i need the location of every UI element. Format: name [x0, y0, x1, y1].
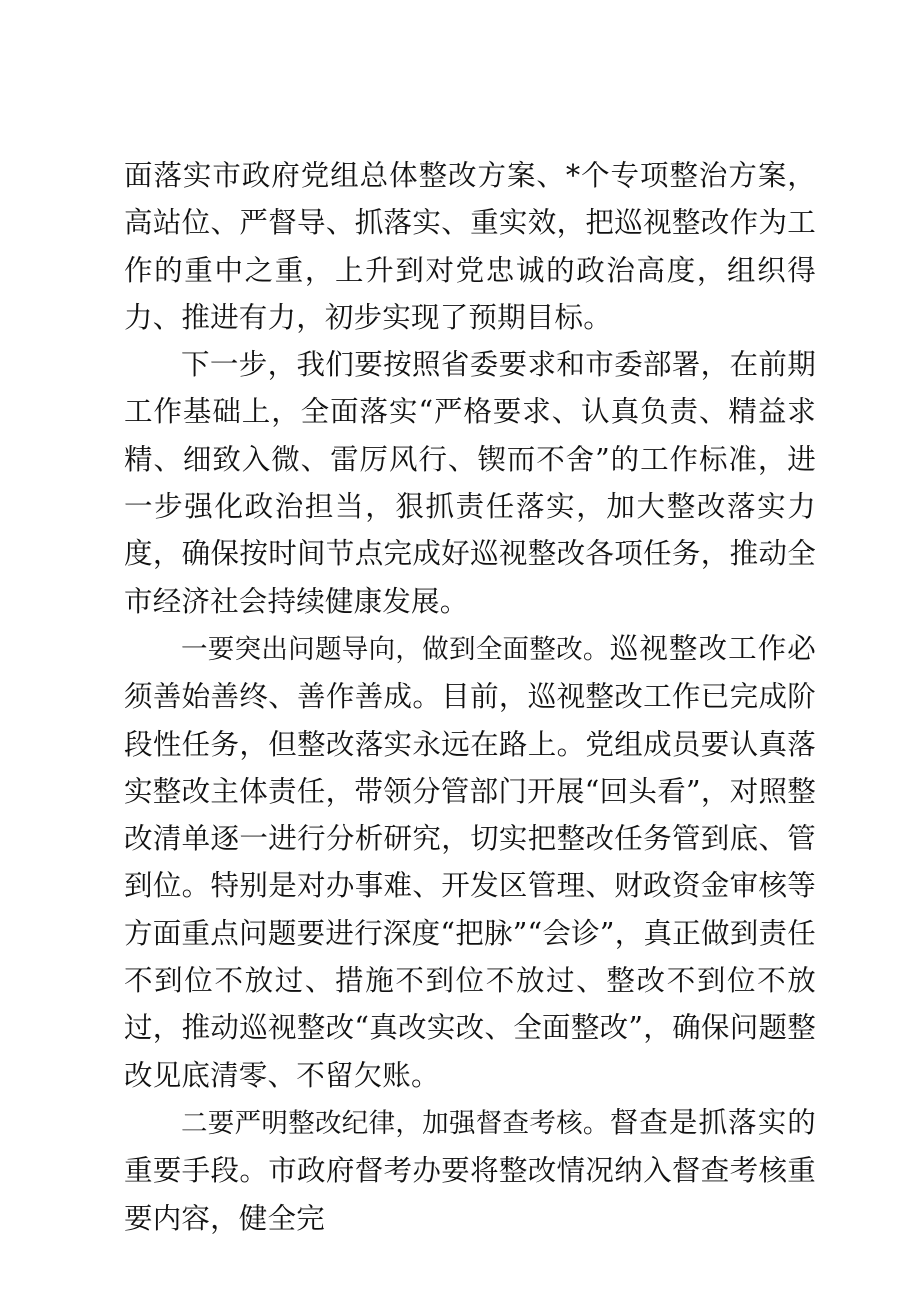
document-body: [124, 152, 816, 1242]
paragraph-3-lead: 一要突出问题导向，做到全面整改。: [181, 633, 610, 665]
paragraph-4-body: 督查是抓落实的重要手段。市政府督考办要将整改情况纳入督查考核重要内容，健全完: [124, 1105, 816, 1235]
paragraph-1: 面落实市政府党组总体整改方案、*个专项整治方案，高站位、严督导、抓落实、重实效，把巡视整改作为工作的重中之重，上升到对党忠诚的政治高度，组织得力、推进有力，初步实现了预期目标。: [124, 159, 816, 334]
paragraph-4: [124, 1099, 816, 1242]
paragraph-2: 下一步，我们要按照省委要求和市委部署，在前期工作基础上，全面落实“严格要求、认真负责、精益求精、细致入微、雷厉风行、锲而不舍”的工作标准，进一步强化政治担当，狠抓责任落实，加大整改落实力度，确保按时间节点完成好巡视整改各项任务，推动全市经济社会持续健康发展。: [124, 348, 816, 618]
paragraph-3: [124, 625, 816, 1099]
paragraph-3-body: 巡视整改工作必须善始善终、善作善成。目前，巡视整改工作已完成阶段性任务，但整改落实永远在路上。党组成员要认真落实整改主体责任，带领分管部门开展“回头看”，对照整改清单逐一进行分析研究，切实把整改任务管到底、管到位。特别是对办事难、开发区管理、财政资金审核等方面重点问题要进行深度“把脉”“会诊”，真正做到责任不到位不放过、措施不到位不放过、整改不到位不放过，推动巡视整改“真改实改、全面整改”，确保问题整改见底清零、不留欠账。: [124, 631, 816, 1092]
paragraph-4-lead: 二要严明整改纪律，加强督查考核。: [181, 1107, 610, 1139]
